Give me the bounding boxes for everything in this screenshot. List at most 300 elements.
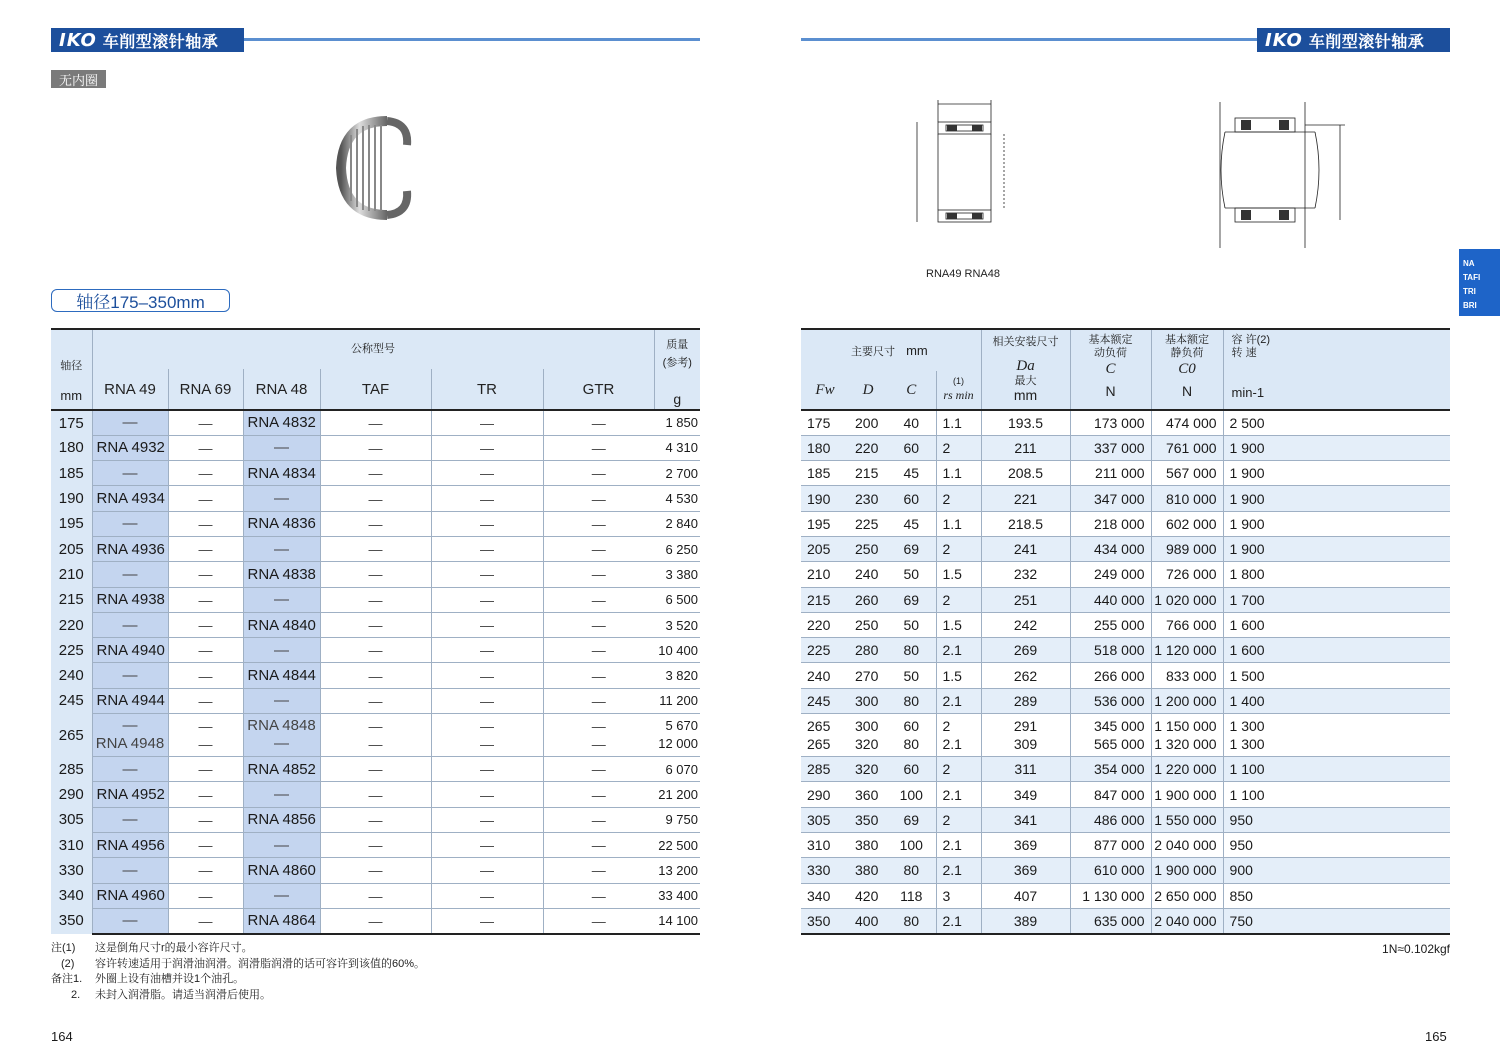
left-header-rule xyxy=(244,38,700,41)
table-row xyxy=(801,663,1450,688)
da-cell: 218.5 xyxy=(981,511,1070,536)
model-cell: RNA 4836 xyxy=(243,511,320,536)
mass-value: 5 670 xyxy=(665,718,698,734)
model-cell: — xyxy=(320,663,431,688)
note-2-text: 容许转速适用于润滑油润滑。润滑脂润滑的话可容许到该值的60%。 xyxy=(95,957,426,970)
model-cell: — xyxy=(431,688,543,713)
fw-cell xyxy=(801,714,849,757)
model-cell: — xyxy=(543,461,654,486)
da-cell: 193.5 xyxy=(981,410,1070,435)
cd-cell: 536 000 xyxy=(1070,688,1151,713)
d-cell: 400 xyxy=(849,908,887,933)
c0-cell: 1 900 000 xyxy=(1151,858,1223,883)
model-value: — xyxy=(368,718,383,735)
da-header xyxy=(981,329,1070,410)
c-cell: 80 xyxy=(887,908,936,933)
model-cell: — xyxy=(543,486,654,511)
d-cell: 380 xyxy=(849,858,887,883)
speed-unit: min-1 xyxy=(1231,385,1265,400)
n-cell xyxy=(1223,714,1450,757)
model-cell: — xyxy=(320,461,431,486)
c0-cell: 726 000 xyxy=(1151,562,1223,587)
model-cell: — xyxy=(543,511,654,536)
mass-cell: 11 200 xyxy=(654,688,700,713)
table-row xyxy=(801,612,1450,637)
model-cell: — xyxy=(168,757,243,782)
model-cell: — xyxy=(431,807,543,832)
d-cell: 380 xyxy=(849,832,887,857)
d-cell: 220 xyxy=(849,435,887,460)
model-cell: — xyxy=(243,435,320,460)
da-cell: 242 xyxy=(981,612,1070,637)
n-cell: 950 xyxy=(1223,832,1450,857)
mass-cell: 2 840 xyxy=(654,511,700,536)
da-cell: 232 xyxy=(981,562,1070,587)
rs-cell: 1.1 xyxy=(936,511,981,536)
n-cell: 850 xyxy=(1223,883,1450,908)
shaft-range-label: 轴径175–350mm xyxy=(51,289,230,312)
c0-cell: 989 000 xyxy=(1151,536,1223,561)
mass-cell: 14 100 xyxy=(654,908,700,933)
da-cell: 241 xyxy=(981,536,1070,561)
sym-rs-label: rs min xyxy=(943,388,974,402)
fw-unit: mm xyxy=(60,388,83,403)
side-tab-na: NA xyxy=(1463,259,1475,268)
model-cell: — xyxy=(543,663,654,688)
mass-cell: 3 520 xyxy=(654,612,700,637)
mass-cell: 4 310 xyxy=(654,435,700,460)
rs-cell: 3 xyxy=(936,883,981,908)
c-cell: 45 xyxy=(887,511,936,536)
speed-header xyxy=(1223,329,1450,410)
c-cell: 118 xyxy=(887,883,936,908)
model-cell: — xyxy=(431,782,543,807)
model-cell: — xyxy=(168,883,243,908)
model-cell: — xyxy=(168,612,243,637)
table-row xyxy=(51,663,700,688)
c0-value: 1 320 000 xyxy=(1154,736,1217,753)
fw-cell: 175 xyxy=(801,410,849,435)
model-value: — xyxy=(591,718,606,735)
da-cell: 389 xyxy=(981,908,1070,933)
n-cell: 1 800 xyxy=(1223,562,1450,587)
da-cell: 262 xyxy=(981,663,1070,688)
n-cell: 750 xyxy=(1223,908,1450,933)
cd-cell: 347 000 xyxy=(1070,486,1151,511)
model-cell: — xyxy=(92,757,168,782)
fw-cell: 210 xyxy=(801,562,849,587)
model-cell: — xyxy=(320,536,431,561)
model-cell: — xyxy=(92,511,168,536)
c-cell: 80 xyxy=(887,688,936,713)
fw-cell: 285 xyxy=(51,757,92,782)
da-cell: 269 xyxy=(981,638,1070,663)
c-cell: 100 xyxy=(887,832,936,857)
d-value: 300 xyxy=(855,718,879,735)
c-cell: 50 xyxy=(887,612,936,637)
table-row xyxy=(801,435,1450,460)
model-cell: — xyxy=(243,536,320,561)
cd-cell: 518 000 xyxy=(1070,638,1151,663)
model-value: — xyxy=(480,718,494,735)
table-row xyxy=(801,757,1450,782)
mass-cell: 3 380 xyxy=(654,562,700,587)
side-tab-tri: TRI xyxy=(1463,287,1476,296)
model-cell: RNA 4832 xyxy=(243,410,320,435)
side-tab-tafi: TAFI xyxy=(1463,273,1481,282)
diagram-caption: RNA49 RNA48 xyxy=(926,268,1000,280)
sym-d: D xyxy=(849,371,887,410)
model-value: — xyxy=(122,717,138,735)
model-cell: — xyxy=(543,832,654,857)
model-cell xyxy=(320,714,431,757)
c-cell: 69 xyxy=(887,807,936,832)
rs-cell: 2 xyxy=(936,536,981,561)
model-cell: — xyxy=(168,562,243,587)
c0-cell: 761 000 xyxy=(1151,435,1223,460)
da-cell: 349 xyxy=(981,782,1070,807)
model-cell: — xyxy=(320,757,431,782)
model-cell: RNA 4860 xyxy=(243,858,320,883)
c0-cell: 1 120 000 xyxy=(1151,638,1223,663)
model-cell: — xyxy=(431,858,543,883)
mass-cell: 4 530 xyxy=(654,486,700,511)
model-cell: — xyxy=(543,410,654,435)
c0-cell: 567 000 xyxy=(1151,461,1223,486)
model-cell: — xyxy=(431,486,543,511)
bearing-mounting-diagram xyxy=(1205,100,1355,250)
model-cell xyxy=(92,714,168,757)
rs-value: 2 xyxy=(942,718,951,735)
c-cell: 45 xyxy=(887,461,936,486)
model-cell: — xyxy=(168,782,243,807)
da-cell: 311 xyxy=(981,757,1070,782)
table-row xyxy=(801,486,1450,511)
mass-value: 12 000 xyxy=(658,736,698,752)
right-header-rule xyxy=(801,38,1257,41)
sym-rs-note: (1) xyxy=(953,376,965,386)
model-cell: — xyxy=(320,858,431,883)
fw-cell: 190 xyxy=(51,486,92,511)
cd-cell: 434 000 xyxy=(1070,536,1151,561)
d-cell: 280 xyxy=(849,638,887,663)
fw-cell: 220 xyxy=(801,612,849,637)
c-cell: 60 xyxy=(887,757,936,782)
model-cell: RNA 4940 xyxy=(92,638,168,663)
cd-cell: 255 000 xyxy=(1070,612,1151,637)
model-cell: — xyxy=(543,587,654,612)
model-cell: — xyxy=(543,883,654,908)
d-cell xyxy=(849,714,887,757)
fw-cell: 205 xyxy=(801,536,849,561)
fw-cell: 195 xyxy=(51,511,92,536)
n-value: 1 300 xyxy=(1229,736,1265,753)
n-cell: 1 700 xyxy=(1223,587,1450,612)
model-cell: — xyxy=(431,435,543,460)
model-value: — xyxy=(198,718,213,735)
n-cell: 1 500 xyxy=(1223,663,1450,688)
c0-cell: 602 000 xyxy=(1151,511,1223,536)
rs-cell: 2 xyxy=(936,486,981,511)
note-3-text: 外圈上设有油槽并设1个油孔。 xyxy=(95,973,245,985)
model-cell: — xyxy=(431,883,543,908)
note-3 xyxy=(51,972,425,988)
n-cell: 1 400 xyxy=(1223,688,1450,713)
mass-cell: 2 700 xyxy=(654,461,700,486)
c0-cell: 833 000 xyxy=(1151,663,1223,688)
note-1-text: 这是倒角尺寸r的最小容许尺寸。 xyxy=(95,942,253,954)
fw-cell: 215 xyxy=(801,587,849,612)
c-cell: 60 xyxy=(887,435,936,460)
d-cell: 350 xyxy=(849,807,887,832)
table-row xyxy=(51,883,700,908)
model-cell: RNA 4834 xyxy=(243,461,320,486)
d-cell: 240 xyxy=(849,562,887,587)
speed-label-2: 转 速 xyxy=(1231,347,1257,359)
model-cell: — xyxy=(168,688,243,713)
mass-cell: 10 400 xyxy=(654,638,700,663)
fw-header-label: 轴径 xyxy=(60,360,83,372)
bearing-product-image xyxy=(335,115,413,221)
n-value: 1 300 xyxy=(1229,718,1265,735)
sym-c: C xyxy=(887,371,936,410)
fw-cell: 290 xyxy=(801,782,849,807)
rs-cell: 2 xyxy=(936,587,981,612)
model-cell: — xyxy=(431,663,543,688)
model-cell: RNA 4934 xyxy=(92,486,168,511)
da-cell: 211 xyxy=(981,435,1070,460)
model-cell: — xyxy=(243,587,320,612)
table-row xyxy=(51,908,700,933)
col-rna49: RNA 49 xyxy=(92,369,168,410)
cd-value: 565 000 xyxy=(1093,736,1145,753)
c-cell: 50 xyxy=(887,562,936,587)
fw-cell: 195 xyxy=(801,511,849,536)
sym-fw: Fw xyxy=(801,371,849,410)
model-cell: — xyxy=(320,562,431,587)
col-taf: TAF xyxy=(320,369,431,410)
model-cell: — xyxy=(320,511,431,536)
mass-cell xyxy=(654,714,700,757)
model-cell: — xyxy=(543,435,654,460)
mass-cell: 22 500 xyxy=(654,832,700,857)
model-cell: — xyxy=(320,908,431,933)
fw-cell: 330 xyxy=(51,858,92,883)
model-cell: — xyxy=(543,782,654,807)
rs-cell: 1.5 xyxy=(936,612,981,637)
rs-cell: 2.1 xyxy=(936,908,981,933)
rs-cell: 2.1 xyxy=(936,858,981,883)
table-row xyxy=(51,807,700,832)
model-cell: RNA 4840 xyxy=(243,612,320,637)
sta-unit: N xyxy=(1181,383,1193,399)
rs-value: 2.1 xyxy=(942,736,962,753)
mass-cell: 13 200 xyxy=(654,858,700,883)
mount-header-label: 相关安装尺寸 xyxy=(992,336,1059,348)
table-row xyxy=(801,410,1450,435)
n-cell: 1 900 xyxy=(1223,486,1450,511)
c0-value: 1 150 000 xyxy=(1154,718,1217,735)
c-cell xyxy=(887,714,936,757)
model-cell: — xyxy=(320,410,431,435)
model-cell: — xyxy=(320,883,431,908)
col-rna69: RNA 69 xyxy=(168,369,243,410)
mass-cell: 3 820 xyxy=(654,663,700,688)
model-cell xyxy=(543,714,654,757)
main-dims-label: 主要尺寸 xyxy=(851,345,895,358)
rs-cell: 2 xyxy=(936,435,981,460)
rs-cell: 2.1 xyxy=(936,638,981,663)
model-cell: — xyxy=(168,486,243,511)
model-cell: — xyxy=(543,688,654,713)
sta-symbol: C0 xyxy=(1178,361,1196,377)
model-value: RNA 4948 xyxy=(95,735,165,753)
col-tr: TR xyxy=(431,369,543,410)
rs-cell: 2.1 xyxy=(936,782,981,807)
model-cell: RNA 4852 xyxy=(243,757,320,782)
model-cell: — xyxy=(320,486,431,511)
model-cell: — xyxy=(320,688,431,713)
c-cell: 80 xyxy=(887,858,936,883)
d-cell: 250 xyxy=(849,612,887,637)
rs-cell: 2.1 xyxy=(936,832,981,857)
col-rna48: RNA 48 xyxy=(243,369,320,410)
table-row xyxy=(51,536,700,561)
speed-label-1: 容 许(2) xyxy=(1231,334,1271,346)
da-value: 309 xyxy=(1013,736,1038,753)
cd-cell: 610 000 xyxy=(1070,858,1151,883)
fw-cell: 215 xyxy=(51,587,92,612)
model-cell xyxy=(168,714,243,757)
model-cell: — xyxy=(168,807,243,832)
d-cell: 230 xyxy=(849,486,887,511)
sta-label-1: 基本额定 xyxy=(1165,334,1210,346)
model-cell: — xyxy=(168,587,243,612)
model-cell: — xyxy=(243,782,320,807)
dimensions-table xyxy=(801,328,1450,935)
model-cell: RNA 4856 xyxy=(243,807,320,832)
fw-cell: 185 xyxy=(801,461,849,486)
table-row xyxy=(51,612,700,637)
model-cell: RNA 4944 xyxy=(92,688,168,713)
table-row xyxy=(801,638,1450,663)
cd-cell: 486 000 xyxy=(1070,807,1151,832)
table-row xyxy=(51,486,700,511)
model-cell: — xyxy=(543,638,654,663)
da-cell: 208.5 xyxy=(981,461,1070,486)
model-value: RNA 4848 xyxy=(247,717,316,735)
n-cell: 1 600 xyxy=(1223,612,1450,637)
table-row xyxy=(51,461,700,486)
table-row xyxy=(801,908,1450,933)
table-row xyxy=(51,562,700,587)
c0-cell: 1 900 000 xyxy=(1151,782,1223,807)
col-gtr: GTR xyxy=(543,369,654,410)
fw-cell: 175 xyxy=(51,410,92,435)
model-cell: — xyxy=(320,435,431,460)
table-row xyxy=(801,858,1450,883)
fw-cell: 190 xyxy=(801,486,849,511)
model-cell: — xyxy=(320,638,431,663)
c-cell: 100 xyxy=(887,782,936,807)
cd-cell: 173 000 xyxy=(1070,410,1151,435)
table-row xyxy=(801,714,1450,757)
model-cell: — xyxy=(168,410,243,435)
table-row xyxy=(51,587,700,612)
model-cell: — xyxy=(431,908,543,933)
model-cell: RNA 4936 xyxy=(92,536,168,561)
c0-cell: 2 650 000 xyxy=(1151,883,1223,908)
fw-cell: 340 xyxy=(51,883,92,908)
mass-cell: 33 400 xyxy=(654,883,700,908)
cd-cell: 249 000 xyxy=(1070,562,1151,587)
mass-header xyxy=(654,329,700,410)
mass-cell: 21 200 xyxy=(654,782,700,807)
c-value: 60 xyxy=(903,718,920,735)
mass-cell: 6 500 xyxy=(654,587,700,612)
rs-cell: 2.1 xyxy=(936,688,981,713)
model-cell: — xyxy=(543,536,654,561)
fw-cell: 205 xyxy=(51,536,92,561)
table-row xyxy=(51,757,700,782)
section-side-tab[interactable] xyxy=(1459,249,1500,316)
da-cell: 221 xyxy=(981,486,1070,511)
c-cell: 50 xyxy=(887,663,936,688)
fw-cell: 240 xyxy=(51,663,92,688)
model-cell: — xyxy=(92,807,168,832)
static-load-header xyxy=(1151,329,1223,410)
dyn-label-1: 基本额定 xyxy=(1088,334,1133,346)
model-cell: — xyxy=(431,832,543,857)
sta-label-2: 静负荷 xyxy=(1170,347,1204,359)
model-cell: — xyxy=(431,562,543,587)
table-row xyxy=(801,832,1450,857)
mass-cell: 9 750 xyxy=(654,807,700,832)
d-cell: 215 xyxy=(849,461,887,486)
model-cell: — xyxy=(168,638,243,663)
model-cell: RNA 4864 xyxy=(243,908,320,933)
c-cell: 69 xyxy=(887,536,936,561)
fw-header xyxy=(51,329,92,410)
table-row xyxy=(51,714,700,757)
da-unit: mm xyxy=(1013,387,1038,403)
header-title-left: 车削型滚针轴承 xyxy=(102,33,219,51)
model-value: — xyxy=(368,736,383,753)
fw-cell: 225 xyxy=(801,638,849,663)
model-cell: — xyxy=(320,807,431,832)
note-2 xyxy=(51,957,425,973)
sym-rs xyxy=(936,371,981,410)
cd-cell: 877 000 xyxy=(1070,832,1151,857)
model-cell: — xyxy=(320,832,431,857)
cd-cell: 847 000 xyxy=(1070,782,1151,807)
n-cell: 1 900 xyxy=(1223,461,1450,486)
d-cell: 360 xyxy=(849,782,887,807)
fw-cell: 310 xyxy=(801,832,849,857)
d-cell: 250 xyxy=(849,536,887,561)
fw-cell: 225 xyxy=(51,638,92,663)
model-cell: — xyxy=(168,511,243,536)
model-cell: RNA 4844 xyxy=(243,663,320,688)
n-cell: 1 900 xyxy=(1223,511,1450,536)
c0-cell: 2 040 000 xyxy=(1151,908,1223,933)
d-cell: 420 xyxy=(849,883,887,908)
cd-cell: 218 000 xyxy=(1070,511,1151,536)
cd-cell: 354 000 xyxy=(1070,757,1151,782)
nominal-number-table xyxy=(51,328,700,935)
da-cell: 251 xyxy=(981,587,1070,612)
header-title-right: 车削型滚针轴承 xyxy=(1308,33,1425,51)
